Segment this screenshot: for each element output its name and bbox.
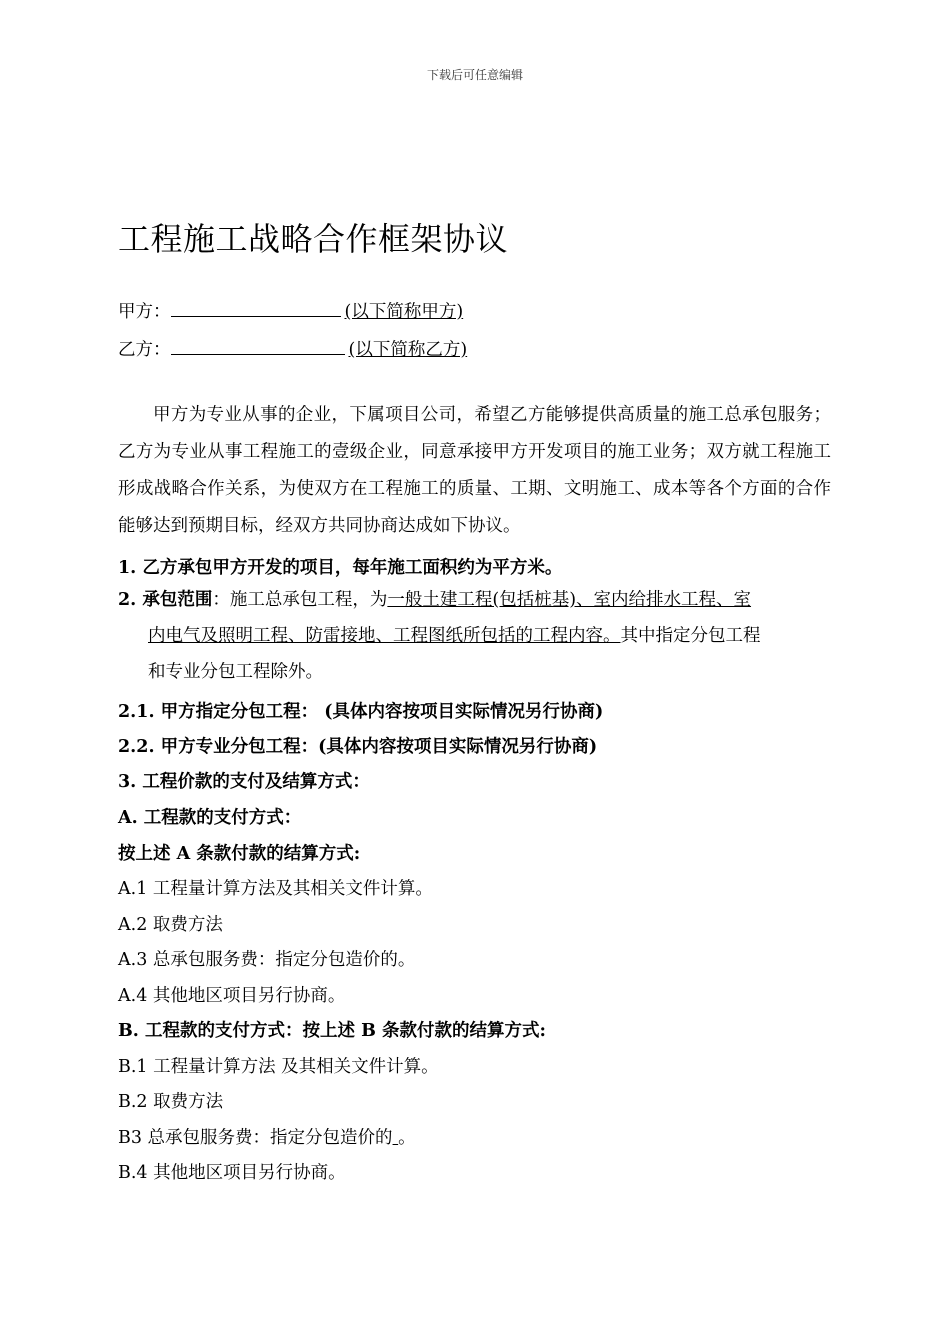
item-b1: B.1 工程量计算方法 及其相关文件计算。	[118, 1057, 439, 1077]
intro-paragraph: 甲方为专业从事的企业，下属项目公司，希望乙方能够提供高质量的施工总承包服务；乙方为专业从事工程施工的壹级企业，同意承接甲方开发项目的施工业务；双方就工程施工形成战略合作关系，为使双方在工程施工的质量、工期、文明施工、成本等各个方面的合作能够达到预期目标，经双方共同协商达成如下协议。	[118, 405, 831, 536]
section-a-settlement: 按上述 A 条款付款的结算方式:	[118, 844, 361, 864]
party-a-label: 甲方：	[118, 302, 171, 322]
clause-2-scope-1: 一般土建工程(包括桩基)、室内给排水工程、室	[387, 590, 752, 610]
item-b2: B.2 取费方法	[118, 1092, 224, 1112]
clause-2-text-a: ：施工总承包工程，为	[212, 590, 388, 610]
item-a2: A.2 取费方法	[118, 915, 223, 935]
party-a-blank	[171, 298, 341, 317]
item-a3: A.3 总承包服务费：指定分包造价的。	[118, 950, 416, 970]
clause-2-2: 2.2. 甲方专业分包工程：(具体内容按项目实际情况另行协商)	[118, 737, 598, 757]
party-a-line	[118, 298, 463, 323]
clause-2-1: 2.1. 甲方指定分包工程： (具体内容按项目实际情况另行协商)	[118, 702, 604, 722]
item-a4: A.4 其他地区项目另行协商。	[118, 986, 346, 1006]
item-a1: A.1 工程量计算方法及其相关文件计算。	[118, 879, 433, 899]
clause-2-line-2	[118, 618, 831, 654]
item-b4: B.4 其他地区项目另行协商。	[118, 1163, 346, 1183]
party-b-line	[118, 336, 467, 361]
clause-2-scope-2: 内电气及照明工程、防雷接地、工程图纸所包括的工程内容。	[148, 626, 621, 646]
party-b-label: 乙方：	[118, 340, 171, 360]
clause-2-line-3: 和专业分包工程除外。	[148, 662, 323, 682]
clause-2	[118, 582, 831, 690]
clause-2-text-b: 其中指定分包工程	[620, 626, 761, 646]
clause-2-heading: 2. 承包范围	[118, 590, 213, 610]
item-b3	[118, 1124, 416, 1149]
document-title: 工程施工战略合作框架协议	[118, 220, 509, 258]
section-b-heading: B. 工程款的支付方式：按上述 B 条款付款的结算方式:	[118, 1021, 546, 1041]
item-b3-text: B3 总承包服务费：指定分包造价的	[118, 1128, 393, 1148]
party-b-blank	[171, 336, 345, 355]
party-b-note: (以下简称乙方)	[348, 340, 468, 360]
clause-1: 1. 乙方承包甲方开发的项目，每年施工面积约为平方米。	[118, 558, 563, 578]
party-a-note: (以下简称甲方)	[344, 302, 464, 322]
clause-3: 3. 工程价款的支付及结算方式：	[118, 772, 370, 792]
header-note: 下载后可任意编辑	[426, 68, 523, 82]
section-a-heading: A. 工程款的支付方式：	[118, 808, 302, 828]
item-b3-end: 。	[398, 1128, 416, 1148]
